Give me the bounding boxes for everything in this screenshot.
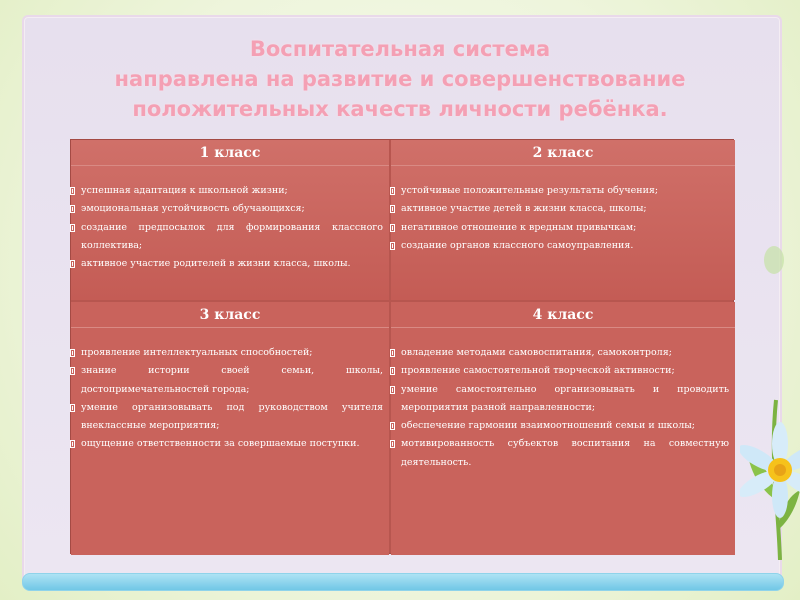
- bullet-icon: [70, 260, 75, 268]
- grade-list: [397, 344, 729, 472]
- flower-decoration: [740, 200, 800, 560]
- grade-cell-1: [71, 140, 389, 300]
- bullet-icon: [70, 349, 75, 357]
- list-item: умение организовывать под руководством учителя внеклассные мероприятия;: [77, 399, 383, 436]
- list-item: проявление самостоятельной творческой активности;: [397, 362, 729, 380]
- grade-list: [397, 182, 729, 255]
- flower-icon: [740, 200, 800, 560]
- list-item: проявление интеллектуальных способностей;: [77, 344, 383, 362]
- grade-list: [77, 182, 383, 273]
- slide-title: [40, 34, 760, 124]
- list-item: обеспечение гармонии взаимоотношений семьи и школы;: [397, 417, 729, 435]
- list-item: негативное отношение к вредным привычкам;: [397, 219, 729, 237]
- bullet-icon: [390, 386, 395, 394]
- list-item: умение самостоятельно организовывать и проводить мероприятия разной направленности;: [397, 381, 729, 418]
- bullet-icon: [390, 440, 395, 448]
- grade-cell-4: [391, 302, 735, 555]
- bullet-icon: [70, 187, 75, 195]
- bullet-icon: [70, 205, 75, 213]
- list-item: знание истории своей семьи, школы, достопримечательностей города;: [77, 362, 383, 399]
- list-item: эмоциональная устойчивость обучающихся;: [77, 200, 383, 218]
- list-item: успешная адаптация к школьной жизни;: [77, 182, 383, 200]
- bullet-icon: [390, 242, 395, 250]
- bullet-icon: [390, 422, 395, 430]
- list-item: активное участие детей в жизни класса, школы;: [397, 200, 729, 218]
- grade-list: [77, 344, 383, 454]
- bullet-icon: [390, 367, 395, 375]
- list-item: создание предпосылок для формирования классного коллектива;: [77, 219, 383, 256]
- list-item: активное участие родителей в жизни класса, школы.: [77, 255, 383, 273]
- bottom-decor-bar: [22, 573, 784, 591]
- bullet-icon: [70, 224, 75, 232]
- list-item: овладение методами самовоспитания, самоконтроля;: [397, 344, 729, 362]
- grade-heading: 3 класс: [71, 302, 389, 328]
- list-item: мотивированность субъектов воспитания на совместную деятельность.: [397, 435, 729, 472]
- bullet-icon: [390, 224, 395, 232]
- title-line-3: положительных качеств личности ребёнка.: [132, 97, 668, 121]
- bullet-icon: [390, 187, 395, 195]
- list-item: устойчивые положительные результаты обучения;: [397, 182, 729, 200]
- bullet-icon: [390, 349, 395, 357]
- grade-heading: 2 класс: [391, 140, 735, 166]
- list-item: ощущение ответственности за совершаемые поступки.: [77, 435, 383, 453]
- bullet-icon: [70, 367, 75, 375]
- bullet-icon: [390, 205, 395, 213]
- bullet-icon: [70, 440, 75, 448]
- grade-cell-3: [71, 302, 389, 555]
- title-line-1: Воспитательная система: [249, 37, 551, 61]
- grade-heading: 4 класс: [391, 302, 735, 328]
- grades-table: [70, 139, 734, 554]
- grade-heading: 1 класс: [71, 140, 389, 166]
- grade-cell-2: [391, 140, 735, 300]
- list-item: создание органов классного самоуправления.: [397, 237, 729, 255]
- title-line-2: направлена на развитие и совершенствование: [114, 67, 686, 91]
- bullet-icon: [70, 404, 75, 412]
